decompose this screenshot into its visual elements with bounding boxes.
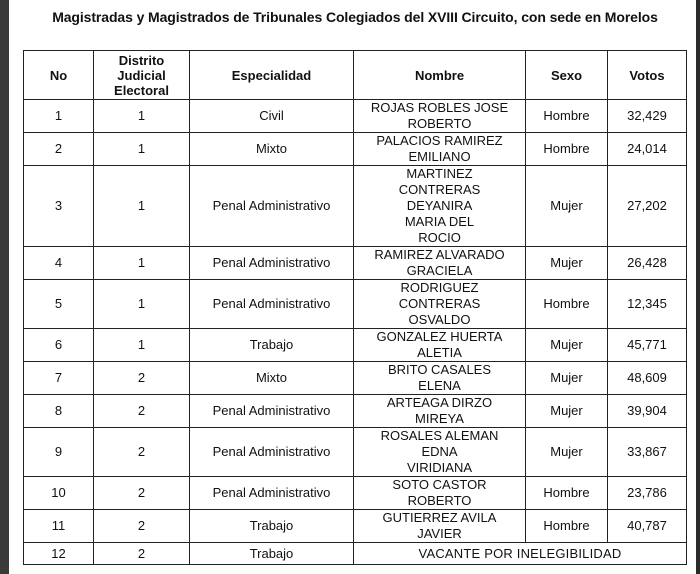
cell-no: 8 (24, 395, 94, 428)
cell-especialidad: Trabajo (190, 510, 354, 543)
cell-sexo: Mujer (526, 329, 608, 362)
nombre-line: GRACIELA (406, 263, 473, 278)
cell-nombre (354, 510, 526, 543)
col-header-votos: Votos (608, 51, 687, 100)
cell-votos: 39,904 (608, 395, 687, 428)
cell-especialidad: Civil (190, 100, 354, 133)
table-row (24, 166, 687, 247)
nombre-line: MARIA DEL (404, 214, 475, 229)
table-row (24, 247, 687, 280)
cell-distrito: 1 (94, 100, 190, 133)
nombre-line: ROJAS ROBLES JOSE (370, 100, 509, 115)
cell-distrito: 1 (94, 247, 190, 280)
col-header-distrito-line: Judicial (117, 67, 166, 83)
col-header-no: No (24, 51, 94, 100)
cell-nombre (354, 428, 526, 477)
cell-votos: 40,787 (608, 510, 687, 543)
nombre-line: EDNA (421, 444, 458, 459)
cell-sexo: Hombre (526, 133, 608, 166)
table-row (24, 362, 687, 395)
cell-no: 5 (24, 280, 94, 329)
cell-sexo: Hombre (526, 477, 608, 510)
cell-distrito: 1 (94, 166, 190, 247)
table-row (24, 329, 687, 362)
nombre-line: OSVALDO (408, 312, 471, 327)
cell-no: 11 (24, 510, 94, 543)
cell-especialidad: Mixto (190, 133, 354, 166)
cell-distrito: 2 (94, 477, 190, 510)
col-header-nombre: Nombre (354, 51, 526, 100)
nombre-line: BRITO CASALES (387, 362, 492, 377)
nombre-line: GUTIERREZ AVILA (382, 510, 497, 525)
table-row (24, 100, 687, 133)
cell-nombre (354, 477, 526, 510)
cell-especialidad: Penal Administrativo (190, 477, 354, 510)
cell-distrito: 1 (94, 133, 190, 166)
nombre-line: RAMIREZ ALVARADO (374, 247, 505, 262)
cell-votos: 45,771 (608, 329, 687, 362)
cell-votos: 32,429 (608, 100, 687, 133)
document-title: Magistradas y Magistrados de Tribunales Colegiados del XVIII Circuito, con sede en Morelos (52, 9, 658, 25)
cell-vacante-note: VACANTE POR INELEGIBILIDAD (354, 543, 687, 565)
results-table (23, 50, 687, 565)
table-row (24, 133, 687, 166)
cell-especialidad: Penal Administrativo (190, 280, 354, 329)
col-header-distrito-line: Electoral (114, 82, 169, 98)
col-header-distrito (94, 51, 190, 100)
cell-distrito: 2 (94, 428, 190, 477)
col-header-especialidad: Especialidad (190, 51, 354, 100)
table-body (24, 100, 687, 565)
cell-distrito: 2 (94, 395, 190, 428)
cell-sexo: Mujer (526, 395, 608, 428)
cell-especialidad: Penal Administrativo (190, 166, 354, 247)
cell-nombre (354, 329, 526, 362)
cell-distrito: 2 (94, 362, 190, 395)
cell-votos: 27,202 (608, 166, 687, 247)
cell-nombre (354, 395, 526, 428)
cell-votos: 33,867 (608, 428, 687, 477)
cell-sexo: Mujer (526, 166, 608, 247)
header-row (24, 51, 687, 100)
cell-sexo: Hombre (526, 510, 608, 543)
cell-votos: 23,786 (608, 477, 687, 510)
cell-no: 9 (24, 428, 94, 477)
cell-votos: 12,345 (608, 280, 687, 329)
nombre-line: ARTEAGA DIRZO (386, 395, 493, 410)
nombre-line: MARTINEZ (406, 166, 473, 181)
table-row (24, 280, 687, 329)
page-edge-left (0, 0, 9, 574)
cell-especialidad: Penal Administrativo (190, 428, 354, 477)
nombre-line: PALACIOS RAMIREZ (376, 133, 503, 148)
cell-nombre (354, 247, 526, 280)
cell-sexo: Hombre (526, 100, 608, 133)
cell-distrito: 1 (94, 329, 190, 362)
cell-votos: 24,014 (608, 133, 687, 166)
cell-no: 12 (24, 543, 94, 565)
cell-no: 2 (24, 133, 94, 166)
nombre-line: DEYANIRA (406, 198, 473, 213)
nombre-line: MIREYA (415, 411, 464, 426)
cell-nombre (354, 280, 526, 329)
cell-especialidad: Penal Administrativo (190, 395, 354, 428)
cell-no: 10 (24, 477, 94, 510)
cell-nombre (354, 133, 526, 166)
cell-sexo: Mujer (526, 362, 608, 395)
cell-distrito: 2 (94, 510, 190, 543)
cell-votos: 48,609 (608, 362, 687, 395)
cell-nombre (354, 362, 526, 395)
nombre-line: GONZALEZ HUERTA (376, 329, 503, 344)
nombre-line: ELENA (418, 378, 461, 393)
nombre-line: ROSALES ALEMAN (380, 428, 499, 443)
nombre-line: ROCIO (418, 230, 461, 245)
cell-especialidad: Trabajo (190, 329, 354, 362)
nombre-line: VIRIDIANA (406, 460, 472, 475)
cell-sexo: Mujer (526, 247, 608, 280)
nombre-line: CONTRERAS (398, 296, 481, 311)
cell-no: 7 (24, 362, 94, 395)
col-header-distrito-line: Distrito (118, 52, 165, 68)
cell-especialidad: Mixto (190, 362, 354, 395)
cell-sexo: Hombre (526, 280, 608, 329)
cell-especialidad: Penal Administrativo (190, 247, 354, 280)
nombre-line: ROBERTO (407, 493, 472, 508)
nombre-line: ROBERTO (407, 116, 472, 131)
cell-nombre (354, 166, 526, 247)
nombre-line: EMILIANO (408, 149, 471, 164)
cell-no: 6 (24, 329, 94, 362)
table-row-vacante (24, 543, 687, 565)
nombre-line: CONTRERAS (398, 182, 481, 197)
cell-nombre (354, 100, 526, 133)
nombre-line: SOTO CASTOR (392, 477, 487, 492)
nombre-line: RODRIGUEZ (400, 280, 479, 295)
table-row (24, 395, 687, 428)
cell-votos: 26,428 (608, 247, 687, 280)
cell-distrito: 1 (94, 280, 190, 329)
cell-no: 3 (24, 166, 94, 247)
cell-especialidad: Trabajo (190, 543, 354, 565)
table-row (24, 510, 687, 543)
table-row (24, 428, 687, 477)
cell-distrito: 2 (94, 543, 190, 565)
nombre-line: ALETIA (417, 345, 462, 360)
page-edge-right (696, 0, 700, 574)
cell-sexo: Mujer (526, 428, 608, 477)
table-row (24, 477, 687, 510)
col-header-sexo: Sexo (526, 51, 608, 100)
nombre-line: JAVIER (417, 526, 462, 541)
cell-no: 1 (24, 100, 94, 133)
cell-no: 4 (24, 247, 94, 280)
